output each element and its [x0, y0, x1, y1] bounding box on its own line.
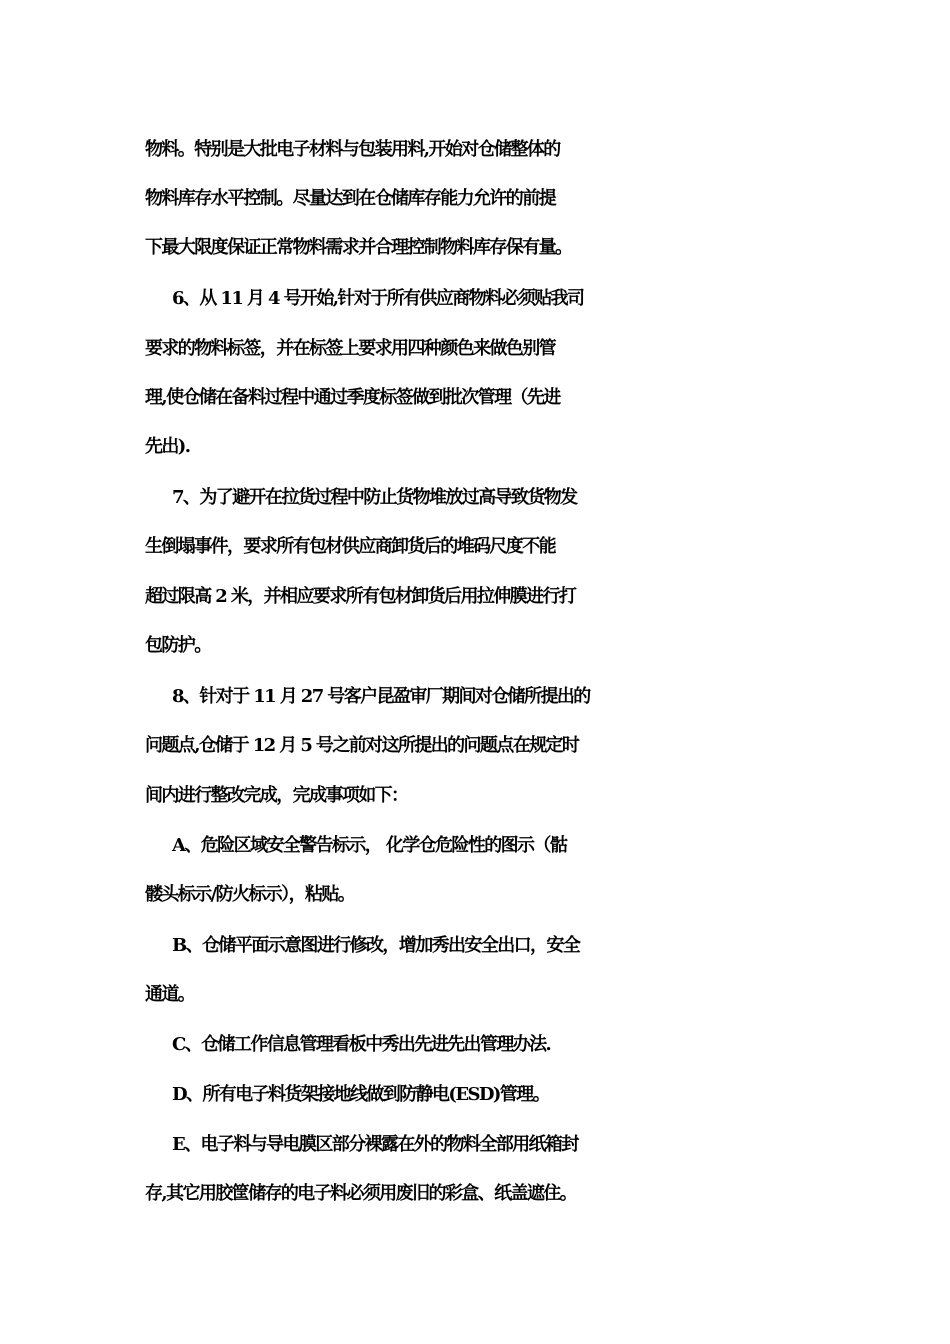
paragraph-line: 8、针对于 11 月 27 号客户昆盈审厂期间对仓储所提出的 — [172, 686, 590, 707]
paragraph-line: 物料。特别是大批电子材料与包装用料,开始对仓储整体的 — [145, 139, 560, 160]
paragraph-line: 下最大限度保证正常物料需求并合理控制物料库存保有量。 — [145, 237, 572, 258]
paragraph-line: B、仓储平面示意图进行修改，增加秀出安全出口，安全 — [172, 935, 580, 956]
paragraph-line: 7、为了避开在拉货过程中防止货物堆放过高导致货物发 — [172, 487, 577, 508]
paragraph-line: 间内进行整改完成，完成事项如下： — [145, 785, 408, 806]
paragraph-line: 存,其它用胶筐储存的电子料必须用废旧的彩盒、纸盖遮住。 — [145, 1183, 577, 1204]
paragraph-line: 髅头标示/防火标示），粘贴。 — [145, 884, 355, 905]
paragraph-line: 要求的物料标签，并在标签上要求用四种颜色来做色别管 — [145, 338, 555, 359]
paragraph-line: 6、从 11 月 4 号开始,针对于所有供应商物料必须贴我司 — [172, 288, 584, 309]
paragraph-line: A、危险区域安全警告标示， 化学仓危险性的图示（骷 — [172, 835, 567, 856]
paragraph-line: 理,使仓储在备料过程中通过季度标签做到批次管理（先进 — [145, 387, 560, 408]
paragraph-line: 问题点,仓储于 12 月 5 号之前对这所提出的问题点在规定时 — [145, 735, 579, 756]
paragraph-line: E、电子料与导电膜区部分裸露在外的物料全部用纸箱封 — [172, 1134, 578, 1155]
paragraph-line: C、仓储工作信息管理看板中秀出先进先出管理办法. — [172, 1034, 551, 1055]
paragraph-line: 生倒塌事件，要求所有包材供应商卸货后的堆码尺度不能 — [145, 536, 555, 557]
paragraph-line: D、所有电子料货架接地线做到防静电(ESD)管理。 — [172, 1084, 549, 1105]
paragraph-line: 包防护。 — [145, 635, 211, 656]
paragraph-line: 物料库存水平控制。尽量达到在仓储库存能力允许的前提 — [145, 188, 555, 209]
paragraph-line: 超过限高 2 米，并相应要求所有包材卸货后用拉伸膜进行打 — [145, 586, 576, 607]
paragraph-line: 通道。 — [145, 984, 195, 1005]
paragraph-line: 先出). — [145, 436, 190, 457]
